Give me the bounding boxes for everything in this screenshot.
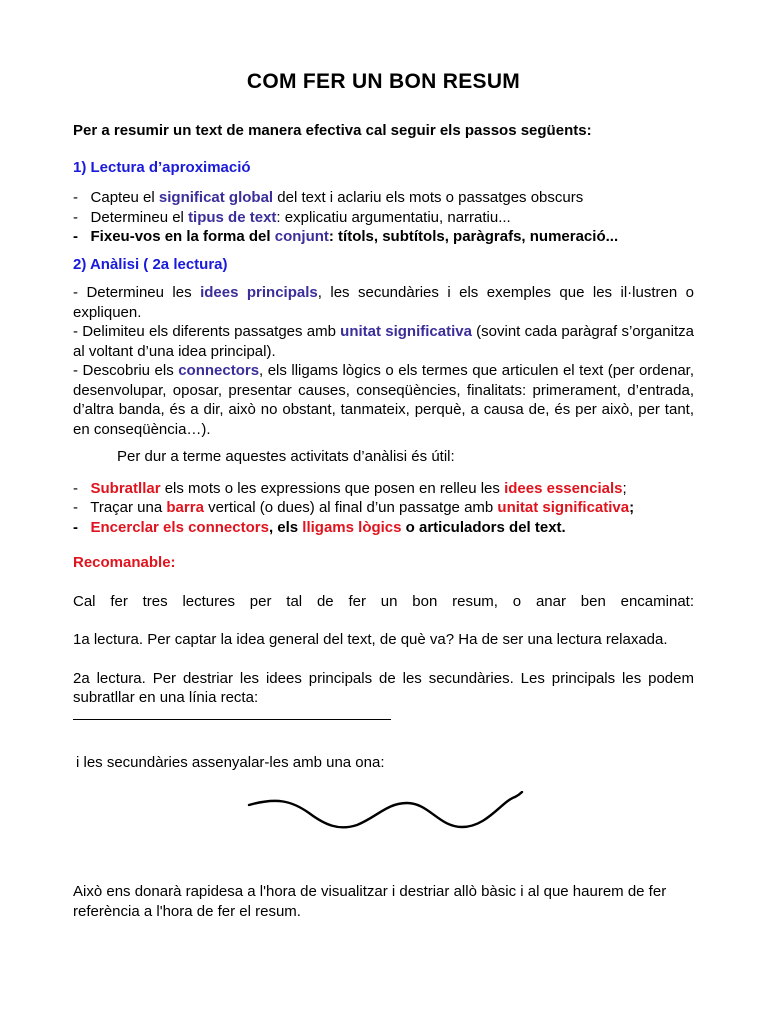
recommended-heading: Recomanable: [73,554,176,571]
text: , els [268,518,303,536]
text: Fixeu-vos en la forma del [90,228,275,245]
keyword: significat global [158,189,274,206]
keyword: Encerclar els connectors [90,518,269,536]
section2-paragraph [73,322,694,361]
text: del text i aclariu els mots o passatges obscurs [273,189,584,206]
secundaries-text: i les secundàries assenyalar-les amb una ona: [76,753,385,771]
keyword: connectors [178,362,260,379]
lectura1-text: 1a lectura. Per captar la idea general del text, de què va? Ha de ser una lectura relaxada. [73,631,668,648]
page-title: COM FER UN BON RESUM [246,70,521,93]
list-item [73,208,694,228]
text: els mots o les expressions que posen en relleu les [160,479,505,497]
list-item [73,188,694,208]
section1-heading: 1) Lectura d’aproximació [73,158,251,176]
text: Traçar una [90,499,167,516]
text: Determineu el [90,208,189,226]
keyword: conjunt [274,228,329,245]
text: , els lligams lògics o els termes que articulen el text (per ordenar, desenvolupar, oposar, presentar causes, conseqüències, finalitats: primerament, d’entrada, d’altra banda, és a dir, això no obstant, tanmateix, perquè, a causa de, és per això, per tant, en conseqüència…). [73,362,695,438]
intro-text: Per a resumir un text de manera efectiva cal seguir els passos següents: [73,122,592,139]
keyword: Subratllar [90,479,161,497]
keyword: tipus de text [188,208,277,226]
document-body [73,70,694,921]
lectura2-text: 2a lectura. Per destriar les idees principals de les secundàries. Les principals les podem subratllar en una línia recta: [73,669,694,706]
text: : explicatiu argumentatiu, narratiu... [276,208,511,226]
text: vertical (o dues) al final d’un passatge amb [203,499,498,516]
list-item [73,498,694,518]
cal-text: Cal fer tres lectures per tal de fer un bon resum, o anar ben encaminat: [73,592,694,610]
text: ; [622,479,627,497]
text: , les secundàries i els exemples que les il·lustren o expliquen. [73,284,694,321]
text: Capteu el [90,189,159,206]
text: ; [629,499,635,516]
list-dash: - [73,228,78,245]
text: - Determineu les [73,284,201,301]
list-item [73,479,694,499]
keyword: idees essencials [504,479,623,497]
activities-list [73,479,694,538]
list-item [73,518,694,538]
section2-paragraph [73,283,694,322]
list-dash: - [73,189,78,206]
section2-paragraph [73,361,694,439]
text: : títols, subtítols, paràgrafs, numeració... [328,228,619,245]
list-dash: - [73,479,78,497]
text: - Descobriu els [73,362,179,379]
keyword: unitat significativa [497,499,630,516]
text: - Delimiteu els diferents passatges amb [73,323,341,340]
text: o articuladors del text. [401,518,566,536]
keyword: lligams lògics [302,518,402,536]
keyword: barra [166,499,204,516]
straight-underline [73,708,391,720]
wave-line-icon [247,791,527,841]
util-text: Per dur a terme aquestes activitats d’anàlisi és útil: [117,448,455,465]
list-dash: - [73,518,78,536]
text: (sovint cada paràgraf s’organitza al voltant d’una idea principal). [73,323,694,360]
list-dash: - [73,499,78,516]
section2-heading: 2) Anàlisi ( 2a lectura) [73,255,228,273]
keyword: idees principals [200,284,318,301]
keyword: unitat significativa [340,323,472,340]
section1-list [73,188,694,247]
list-dash: - [73,208,78,226]
final-text: Això ens donarà rapidesa a l'hora de visualitzar i destriar allò bàsic i al que haurem de fer referència a l'hora de fer el resum. [73,883,667,920]
list-item [73,227,694,247]
